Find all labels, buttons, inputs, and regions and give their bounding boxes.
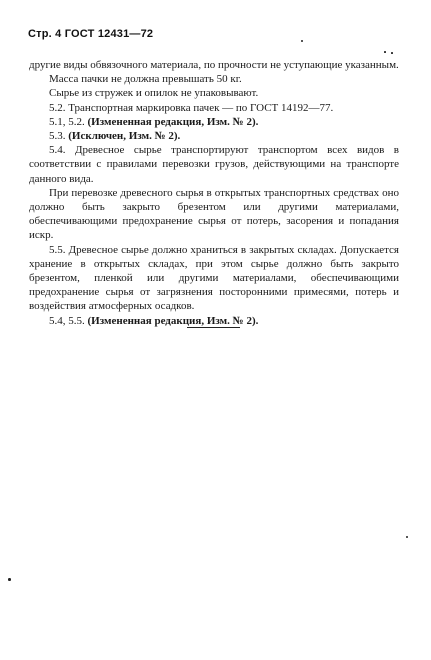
clause-number: 5.3. [49, 130, 69, 143]
scan-speck [406, 536, 408, 538]
clause-number: 5.1, 5.2. [49, 115, 88, 128]
amendment-note: (Измененная редакция, Изм. № 2). [87, 314, 259, 327]
document-body [29, 58, 399, 328]
paragraph-amendment-5-4-5-5 [29, 314, 399, 328]
clause-number: 5.4, 5.5. [49, 314, 88, 327]
running-head: Стр. 4 ГОСТ 12431—72 [28, 28, 154, 40]
scan-speck [384, 51, 386, 53]
paragraph-binding-material: другие виды обвязочного материала, по прочности не уступающие указанным. [29, 59, 399, 71]
scan-speck [301, 40, 303, 42]
paragraph-5-2-marking: 5.2. Транспортная маркировка пачек — по ГОСТ 14192—77. [49, 101, 334, 114]
paragraph-open-transport: При перевозке древесного сырья в открытых транспортных средствах оно должно быть закрыто брезентом или другими материалами, обеспечивающими предохранение сырья от потерь, засорения и попадания искр. [29, 186, 399, 242]
scan-speck [391, 52, 393, 54]
amendment-note: (Исключен, Изм. № 2). [68, 130, 181, 143]
paragraph-bundle-mass: Масса пачки не должна превышать 50 кг. [49, 73, 242, 86]
paragraph-5-5-storage: 5.5. Древесное сырье должно храниться в закрытых складах. Допускается хранение в открытых складах, при этом сырье должно быть закрыто брезентом, пленкой или другими материалами, обеспечивающими предохранение сырья от загрязнения посторонними примесями, потерь и воздействия атмосферных осадков. [29, 243, 399, 313]
paragraph-shavings: Сырье из стружек и опилок не упаковывают. [49, 87, 259, 100]
paragraph-5-3-excluded [29, 129, 399, 143]
amendment-note: (Измененная редакция, Изм. № 2). [87, 115, 259, 128]
end-divider-line [187, 327, 240, 328]
paragraph-amendment-5-1-5-2 [29, 115, 399, 129]
scan-speck [8, 578, 11, 581]
paragraph-5-4-transport: 5.4. Древесное сырье транспортируют транспортом всех видов в соответствии с правилами перевозки грузов, действующими на транспорте данного вида. [29, 144, 399, 185]
